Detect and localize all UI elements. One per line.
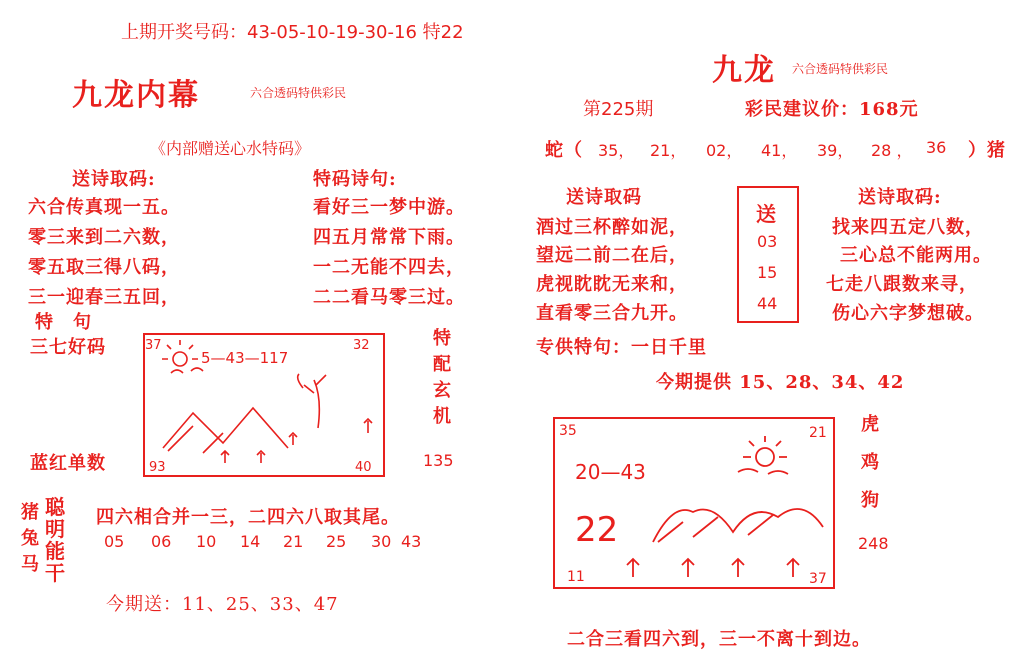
- left-side-animals: [18, 500, 42, 578]
- animal-char: 兔: [21, 528, 39, 549]
- right-poem-b-line: 三心总不能两用。: [840, 245, 992, 266]
- vertical-char: 玄: [433, 380, 451, 401]
- left-number: 30: [371, 532, 392, 551]
- left-poem-b-line: 二二看马零三过。: [313, 287, 465, 308]
- right-box-label: 送: [756, 202, 776, 226]
- left-poem-b-line: 一二无能不四去，: [313, 257, 465, 278]
- right-box-number: 44: [757, 294, 778, 313]
- right-poem-b-line: 七走八跟数来寻，: [826, 274, 978, 295]
- right-sketch-corner-br: 37: [809, 571, 827, 587]
- word-char: 明: [45, 517, 65, 541]
- word-char: 能: [45, 539, 65, 563]
- right-footer: 二合三看四六到，三一不离十到边。: [567, 629, 871, 650]
- left-poem-b-label: 特码诗句:: [313, 169, 397, 190]
- left-sketch-drawing: [143, 333, 385, 477]
- left-number: 05: [104, 532, 125, 551]
- snake-number: 36: [926, 138, 947, 157]
- last-draw-text: 上期开奖号码：43-05-10-19-30-16 特22: [121, 22, 464, 43]
- right-animals: [858, 406, 882, 520]
- left-poem-b-line: 四五月常常下雨。: [313, 227, 465, 248]
- animal-char: 马: [21, 554, 39, 575]
- left-number: 25: [326, 532, 347, 551]
- left-special-label: 特 句: [35, 312, 92, 333]
- left-number: 10: [196, 532, 217, 551]
- vertical-char: 机: [433, 406, 451, 427]
- snake-number: 39，: [817, 141, 854, 160]
- left-title: 九龙内幕: [72, 78, 200, 113]
- left-heading: 《内部赠送心水特码》: [150, 139, 311, 158]
- left-sketch-corner-tr: 32: [353, 338, 370, 353]
- left-blue-red-value: 135: [423, 451, 454, 470]
- word-char: 聪: [45, 495, 65, 519]
- left-sketch-corner-br: 40: [355, 460, 372, 475]
- left-poem-a-label: 送诗取码:: [72, 169, 156, 190]
- right-poem-a-line: 虎视眈眈无来和，: [536, 274, 688, 295]
- right-price: 彩民建议价：168元: [745, 99, 919, 120]
- left-blue-red: 蓝红单数: [30, 453, 106, 474]
- right-poem-a-line: 直看零三合九开。: [536, 303, 688, 324]
- left-poem-b-line: 看好三一梦中游。: [313, 197, 465, 218]
- right-box-number: 15: [757, 263, 778, 282]
- right-sketch-big-number: 22: [575, 510, 619, 550]
- right-poem-b-line: 伤心六字梦想破。: [832, 303, 984, 324]
- left-number: 06: [151, 532, 172, 551]
- snake-number: 35，: [598, 141, 635, 160]
- left-number: 21: [283, 532, 304, 551]
- animal-char: 鸡: [861, 452, 879, 473]
- left-subtitle: 六合透码特供彩民: [250, 86, 347, 100]
- left-vertical-right: [430, 326, 454, 430]
- snake-number: 21，: [650, 141, 687, 160]
- right-poem-b-line: 找来四五定八数，: [832, 217, 984, 238]
- right-box-number: 03: [757, 232, 778, 251]
- right-provide: 今期提供 15、28、34、42: [656, 372, 905, 393]
- right-poem-b-label: 送诗取码:: [858, 187, 942, 208]
- left-sketch-corner-tl: 37: [145, 338, 162, 353]
- right-issue: 第225期: [583, 99, 654, 120]
- left-poem-a-line: 零五取三得八码，: [28, 257, 180, 278]
- left-send: 今期送：11、25、33、47: [106, 594, 339, 615]
- snake-number: 02，: [706, 141, 743, 160]
- right-special-line: 专供特句：一日千里: [536, 337, 707, 358]
- left-combine-line: 四六相合并一三，二四六八取其尾。: [96, 507, 400, 528]
- left-poem-a-line: 三一迎春三五回，: [28, 287, 180, 308]
- vertical-char: 配: [433, 354, 451, 375]
- animal-char: 狗: [861, 490, 879, 511]
- left-number: 14: [240, 532, 261, 551]
- left-side-words: [42, 496, 68, 584]
- left-poem-a-line: 零三来到二六数，: [28, 227, 180, 248]
- right-sketch-corner-tl: 35: [559, 423, 577, 439]
- left-poem-a-line: 六合传真现一五。: [28, 197, 180, 218]
- right-subtitle: 六合透码特供彩民: [792, 62, 889, 76]
- left-sketch-scribble: 5—43—117: [201, 349, 289, 367]
- right-title: 九龙: [712, 53, 776, 88]
- right-poem-a-label: 送诗取码: [566, 187, 642, 208]
- animal-char: 虎: [861, 414, 879, 435]
- left-number: 43: [401, 532, 422, 551]
- right-poem-a-line: 酒过三杯醉如泥，: [536, 217, 688, 238]
- animal-char: 猪: [21, 502, 39, 523]
- right-pig-label: ）猪: [968, 140, 1006, 161]
- snake-number: 41，: [761, 141, 798, 160]
- word-char: 干: [45, 561, 65, 585]
- left-sketch-corner-bl: 93: [149, 460, 166, 475]
- right-sketch-scribble: 20—43: [575, 460, 646, 484]
- right-sketch-drawing: [553, 417, 835, 589]
- left-good-code: 三七好码: [30, 337, 106, 358]
- right-animals-value: 248: [858, 534, 889, 553]
- snake-number: 28 ，: [871, 141, 913, 160]
- right-poem-a-line: 望远二前二在后，: [536, 245, 688, 266]
- vertical-char: 特: [433, 328, 451, 349]
- right-sketch-corner-bl: 11: [567, 569, 585, 585]
- right-snake-label: 蛇（: [545, 140, 583, 161]
- right-sketch-corner-tr: 21: [809, 425, 827, 441]
